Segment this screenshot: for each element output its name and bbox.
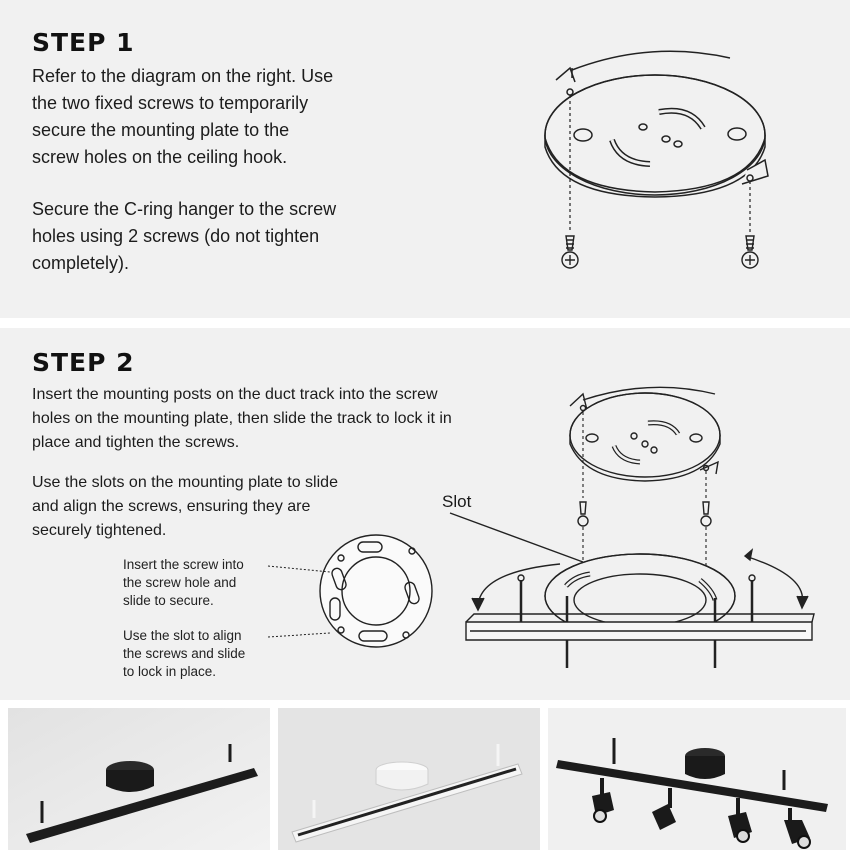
- product-photo-black: [8, 708, 270, 850]
- product-photo-white: [278, 708, 540, 850]
- step-1-instructions-2: Secure the C-ring hanger to the screw holes using 2 screws (do not tighten completely).: [32, 199, 337, 273]
- mounting-plate-diagram: [0, 0, 850, 318]
- screw-icon: [562, 236, 758, 268]
- step-2-panel: [0, 328, 850, 700]
- step-2-instructions-1: Insert the mounting posts on the duct track into the screw holes on the mounting plate, then slide the track to lock it in place and tighten the screws.: [32, 386, 452, 451]
- slot-label: Slot: [442, 492, 472, 511]
- track-mounting-diagram: [0, 328, 850, 700]
- step-2-instructions-2: Use the slots on the mounting plate to slide and align the screws, ensuring they are securely tightened.: [32, 474, 338, 539]
- step-1-panel: [0, 0, 850, 318]
- step-1-instructions-1: Refer to the diagram on the right. Use the two fixed screws to temporarily secure the mounting plate to the screw holes on the ceiling hook.: [32, 66, 334, 167]
- slot-align-note: Use the slot to align the screws and slide to lock in place.: [123, 628, 246, 679]
- screw-hole-note: Insert the screw into the screw hole and slide to secure.: [123, 557, 244, 608]
- product-photo-spotlights: [548, 708, 846, 850]
- step-1-title: STEP 1: [32, 28, 135, 57]
- step-2-title: STEP 2: [32, 348, 135, 377]
